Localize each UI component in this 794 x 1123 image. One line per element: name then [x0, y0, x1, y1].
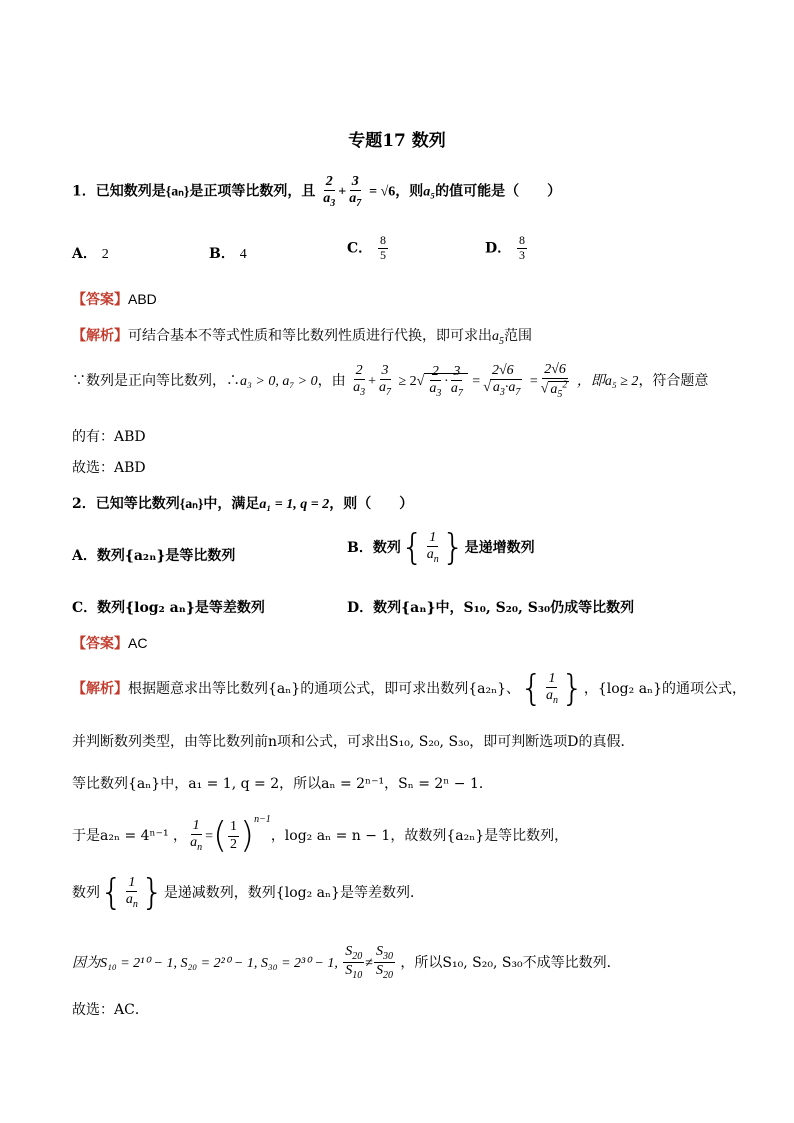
- q2-choose: 故选：AC．: [72, 1002, 149, 1018]
- q2-option-c: C．数列{log₂ aₙ}是等差数列: [72, 600, 265, 616]
- q2-analysis-line1: 【解析】根据题意求出等比数列{aₙ}的通项公式，即可求出数列{a₂ₙ}、{ $\frac{1}{a_n}$ }，{log₂ aₙ}的通项公式，: [72, 668, 747, 709]
- q2-option-d: D．数列{aₙ}中，S₁₀, S₂₀, S₃₀仍成等比数列: [347, 600, 635, 616]
- q1-stem: 1．已知数列是{aₙ}是正项等比数列，且 $\frac{2}{a_3}$ + $\frac{3}{a_7}$ = √6，则a₅的值可能是（ ）: [72, 174, 562, 209]
- q2-option-b: B．数列{ $\frac{1}{a_n}$ }是递增数列: [347, 527, 535, 568]
- q2-analysis-line3: 等比数列{aₙ}中，a₁ = 1, q = 2，所以aₙ = 2ⁿ⁻¹，Sₙ = 2ⁿ − 1．: [72, 776, 493, 792]
- q2-analysis-line5: 数列{ $\frac{1}{a_n}$ }是递减数列，数列{log₂ aₙ}是等差数列．: [72, 872, 424, 913]
- q1-analysis-line3: 的有：ABD: [72, 429, 146, 445]
- q2-stem: 2．已知等比数列{aₙ}中，满足a₁ = 1, q = 2，则（ ）: [72, 496, 414, 512]
- q2-analysis-line6: 因为S₁₀ = 2¹⁰ − 1, S₂₀ = 2²⁰ − 1, S₃₀ = 2³⁰ − 1, $\frac{S_{20}}{S_{10}}$ ≠ $\frac{S_{30}}{S_{20}}$ ，所以S₁₀, S₂₀, S₃₀不成等比数列．: [72, 944, 621, 982]
- q1-option-a: A． 2: [72, 246, 109, 262]
- q2-option-a: A．数列{a₂ₙ}是等比数列: [72, 548, 236, 564]
- q1-option-b: B． 4: [209, 246, 247, 262]
- q1-option-c: C． $\frac{8}{5}$: [347, 233, 387, 262]
- q1-answer: 【答案】ABD: [72, 291, 157, 308]
- q1-analysis-line2: ∵数列是正向等比数列，∴a₃ > 0, a₇ > 0，由 $\frac{2}{a_3}$ + $\frac{3}{a_7}$ ≥ 2√ $\frac{2}{a_3}$ · $\frac{3}{a_7}$ = $\frac{2√6}{√ a_3\cdot a_7}$ = $\frac{2√6}{√ a_5^2}$ ，即a₅ ≥ 2，符合题意: [72, 362, 709, 400]
- q1-option-d: D． $\frac{8}{3}$: [485, 233, 526, 262]
- q1-choose: 故选：ABD: [72, 460, 146, 476]
- q2-answer: 【答案】AC: [72, 635, 148, 652]
- q2-analysis-line2: 并判断数列类型，由等比数列前n项和公式，可求出S₁₀, S₂₀, S₃₀，即可判断选项D的真假．: [72, 734, 635, 750]
- q1-analysis-line1: 【解析】可结合基本不等式性质和等比数列性质进行代换，即可求出$a_5$范围: [72, 328, 532, 347]
- q2-analysis-line4: 于是a₂ₙ = 4ⁿ⁻¹ ， $\frac{1}{a_n}$ =( $\frac{1}{2}$ )$^{n-1}$，log₂ aₙ = n − 1，故数列{a₂ₙ}是等比数列，: [72, 814, 569, 856]
- page-title: 专题17 数列: [348, 131, 446, 151]
